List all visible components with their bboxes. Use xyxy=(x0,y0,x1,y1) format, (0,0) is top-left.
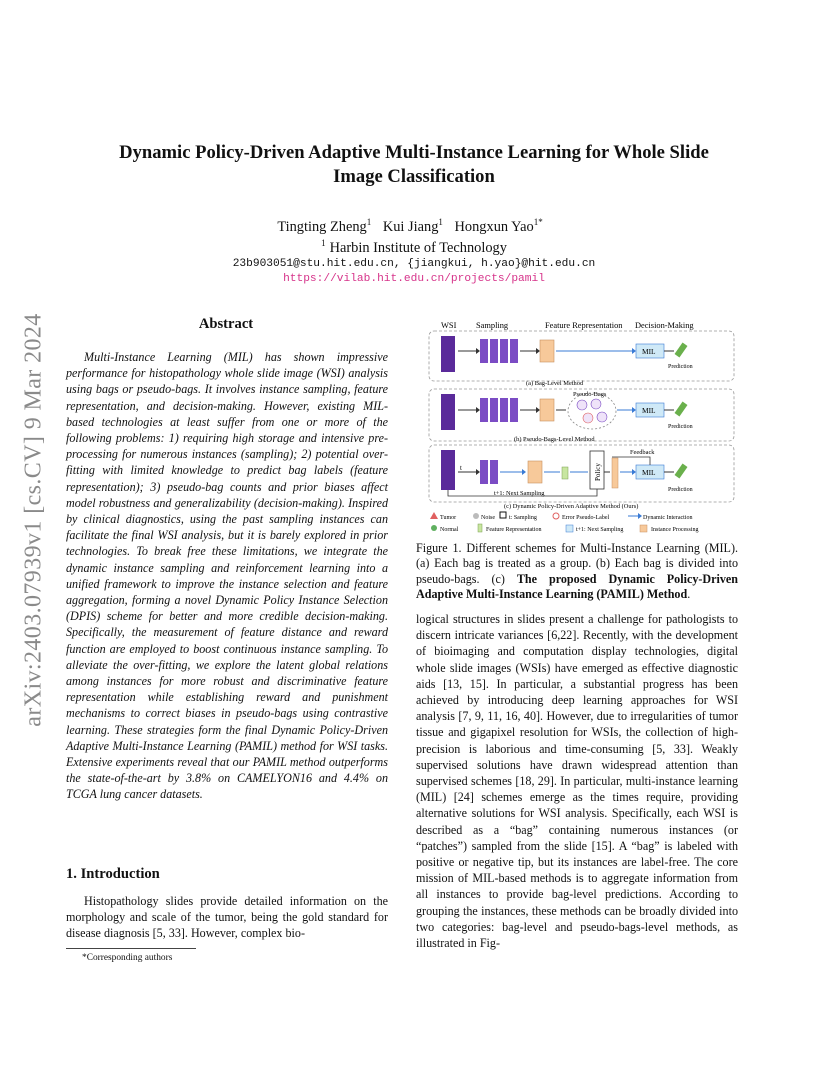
label-a: (a) Bag-Level Method xyxy=(526,380,584,387)
wsi-slide xyxy=(441,336,455,372)
pseudo-bags-label: Pseudo-Bags xyxy=(573,391,607,398)
intro-heading: 1. Introduction xyxy=(66,866,160,882)
legend-instance-proc: Instance Processing xyxy=(651,527,699,533)
patch xyxy=(480,460,488,484)
arrow-head xyxy=(536,407,540,413)
author-mark: 1 xyxy=(366,217,372,227)
noise-icon xyxy=(473,513,479,519)
header-sampling: Sampling xyxy=(476,321,509,330)
figure-1 xyxy=(416,318,746,534)
prediction-label: Prediction xyxy=(668,424,693,430)
author-mark: 1 xyxy=(438,217,443,227)
author-list xyxy=(80,217,748,236)
caption-text: Figure 1. Different schemes for Multi-Instance Learning (MIL). (a) Each bag is treated as a group. (b) Each bag is divided into pseudo-bags. (c) xyxy=(416,541,738,586)
feature-rep-block xyxy=(562,467,568,479)
patch xyxy=(490,398,498,422)
next-sampling-label: t+1: Next Sampling xyxy=(494,490,545,497)
patch xyxy=(480,398,488,422)
panel-c-frame xyxy=(429,445,734,502)
arrow-head xyxy=(522,469,526,475)
normal-icon xyxy=(431,525,437,531)
tumor-icon xyxy=(430,512,438,519)
author-mark: 1* xyxy=(533,217,543,227)
affiliation-mark: 1 xyxy=(321,238,326,248)
legend-t-sampling: t: Sampling xyxy=(509,515,537,521)
wsi-slide xyxy=(441,394,455,430)
mil-label: MIL xyxy=(642,406,656,415)
legend-error: Error Pseudo-Label xyxy=(562,515,610,521)
pseudo-bags-group xyxy=(568,393,616,429)
patch xyxy=(490,339,498,363)
prediction-icon xyxy=(675,343,688,358)
arrow-head xyxy=(476,469,480,475)
feature-block xyxy=(612,458,618,488)
legend-next: t+1: Next Sampling xyxy=(576,527,624,533)
feature-block xyxy=(540,340,554,362)
t-label: t xyxy=(460,464,462,472)
arxiv-stamp xyxy=(14,290,54,750)
affiliation-name: Harbin Institute of Technology xyxy=(329,240,507,256)
footnote-rule xyxy=(66,948,196,949)
pseudo-bag xyxy=(577,400,587,410)
wsi-slide xyxy=(441,450,455,490)
caption-bold: The proposed Dynamic Policy-Driven Adaptive Multi-Instance Learning (PAMIL) Method xyxy=(416,571,738,601)
author-name: Tingting Zheng xyxy=(277,219,367,235)
intro-left-paragraph: Histopathology slides provide detailed information on the morphology and scale of the tumor, being the gold standard for disease diagnosis [5, 33]. However, complex bio- xyxy=(66,894,388,941)
patch xyxy=(490,460,498,484)
pseudo-bag xyxy=(597,412,607,422)
arrow-head xyxy=(632,469,636,475)
header-wsi: WSI xyxy=(441,321,457,330)
arrow-head xyxy=(476,348,480,354)
arxiv-stamp-text: arXiv:2403.07939v1 [cs.CV] 9 Mar 2024 xyxy=(20,313,47,727)
legend-dynamic: Dynamic Interaction xyxy=(643,515,693,521)
next-sampling-icon xyxy=(566,525,573,532)
abstract-body: Multi-Instance Learning (MIL) has shown impressive performance for histopathology whole slide image (WSI) analysis using bags or pseudo-bags. It involves instance sampling, feature representation, and decision-making. However, existing MIL-based technologies at least suffer from one or more of the following problems: 1) requiring high storage and intensive pre-processing for numerous instances (sampling); 2) potential over-fitting with limited knowledge to predict bag labels (feature representation); 3) pseudo-bag counts and prior biases affect model robustness and generalizability (decision-making). Inspired by clinical diagnostics, using the past sampling instances can facilitate the final WSI analysis, but it is barely explored in prior technologies. To break free these limitations, we integrate the dynamic instance sampling and reinforcement learning into a unified framework to improve the instance selection and feature aggregation, forming a novel Dynamic Policy Instance Selection (DPIS) scheme for better and more credible decision-making. Specifically, the measurement of feature distance and reward function are employed to boost continuous instance sampling. To alleviate the over-fitting, we explore the latent global relations among instances for more robust and discriminative feature representation while establishing reward and punishment mechanisms to correct biases in pseudo-bags using contrastive learning. These strategies form the final Dynamic Policy-Driven Adaptive Multi-Instance Learning (PAMIL) method for WSI tasks. Extensive experiments reveal that our PAMIL method outperforms the state-of-the-art by 3.8% on CAMELYON16 and 4.4% on TCGA lung cancer datasets. xyxy=(66,350,388,802)
author-name: Kui Jiang xyxy=(382,219,439,235)
patch xyxy=(480,339,488,363)
dynamic-arrow-head xyxy=(638,513,642,519)
label-b: (b) Pseudo-Bags-Level Method xyxy=(514,436,595,443)
feature-rep-icon xyxy=(478,524,482,532)
prediction-label: Prediction xyxy=(668,364,693,370)
header-decision: Decision-Making xyxy=(635,321,694,330)
mil-label: MIL xyxy=(642,468,656,477)
pseudo-bag xyxy=(583,413,593,423)
patch xyxy=(500,339,508,363)
header-feature: Feature Representation xyxy=(545,321,623,330)
t-sampling-icon xyxy=(500,512,506,518)
feature-block xyxy=(540,399,554,421)
arrow-head xyxy=(632,348,636,354)
patch xyxy=(510,398,518,422)
error-icon xyxy=(553,513,559,519)
panel-a-frame xyxy=(429,331,734,381)
title-line-2: Image Classification xyxy=(333,166,495,187)
author-name: Hongxun Yao xyxy=(454,219,534,235)
project-link[interactable]: https://vilab.hit.edu.cn/projects/pamil xyxy=(283,273,545,285)
caption-end: . xyxy=(687,586,691,601)
paper-title xyxy=(80,141,748,189)
email-list: 23b903051@stu.hit.edu.cn, {jiangkui, h.yao}@hit.edu.cn xyxy=(232,258,596,270)
pseudo-bag xyxy=(591,399,601,409)
prediction-icon xyxy=(675,464,688,479)
patch xyxy=(500,398,508,422)
affiliation xyxy=(80,238,748,257)
mil-label: MIL xyxy=(642,347,656,356)
instance-proc-icon xyxy=(640,525,647,532)
footnote: *Corresponding authors xyxy=(82,953,173,963)
legend-noise: Noise xyxy=(481,515,495,521)
policy-label: Policy xyxy=(594,463,602,481)
legend-tumor: Tumor xyxy=(440,515,457,521)
feature-block xyxy=(528,461,542,483)
arrow-head xyxy=(536,348,540,354)
label-c: (c) Dynamic Policy-Driven Adaptive Method (Ours) xyxy=(504,503,639,510)
patch xyxy=(510,339,518,363)
feedback-label: Feedback xyxy=(630,449,655,456)
arrow-head xyxy=(632,407,636,413)
abstract-heading: Abstract xyxy=(198,316,254,332)
prediction-label: Prediction xyxy=(668,487,693,493)
title-line-1: Dynamic Policy-Driven Adaptive Multi-Instance Learning for Whole Slide xyxy=(119,142,709,163)
arrow-head xyxy=(476,407,480,413)
intro-right-paragraph: logical structures in slides present a challenge for pathologists to discern intricate variances [6,22]. Recently, with the development of bioimaging and computation display technologies, digital whole slide images (WSIs) have emerged as effective diagnostic aids [13, 15]. In particular, a substantial progress has been achieved by introducing deep learning approaches for WSI analysis [7, 9, 11, 16, 40]. However, due to irregularities of tumor tissue and gigapixel resolution for WSIs, the collection of high-precision is laborious and time-consuming [5, 33]. Weakly supervised solutions have drawn widespread attention than supervised schemes [18, 29]. In particular, multi-instance learning (MIL) [24] schemes emerge as the times require, providing alternative solutions for WSI analysis. Specifically, each WSI is described as a “bag” containing numerous instances (or “patches”) sampled from the slide [15]. A “bag” is labeled with positive or negative tip, but its instances are label-free. The core mission of MIL-based methods is to aggregate information from all instances to provide bag-level predictions. According to grouping the instances, these methods can be broadly divided into two categories: bag-level and pseudo-bags-level methods, as illustrated in Fig- xyxy=(416,612,738,951)
figure-caption xyxy=(416,541,738,602)
prediction-icon xyxy=(675,402,688,417)
legend-normal: Normal xyxy=(440,527,459,533)
legend-feature-rep: Feature Representation xyxy=(486,527,542,533)
